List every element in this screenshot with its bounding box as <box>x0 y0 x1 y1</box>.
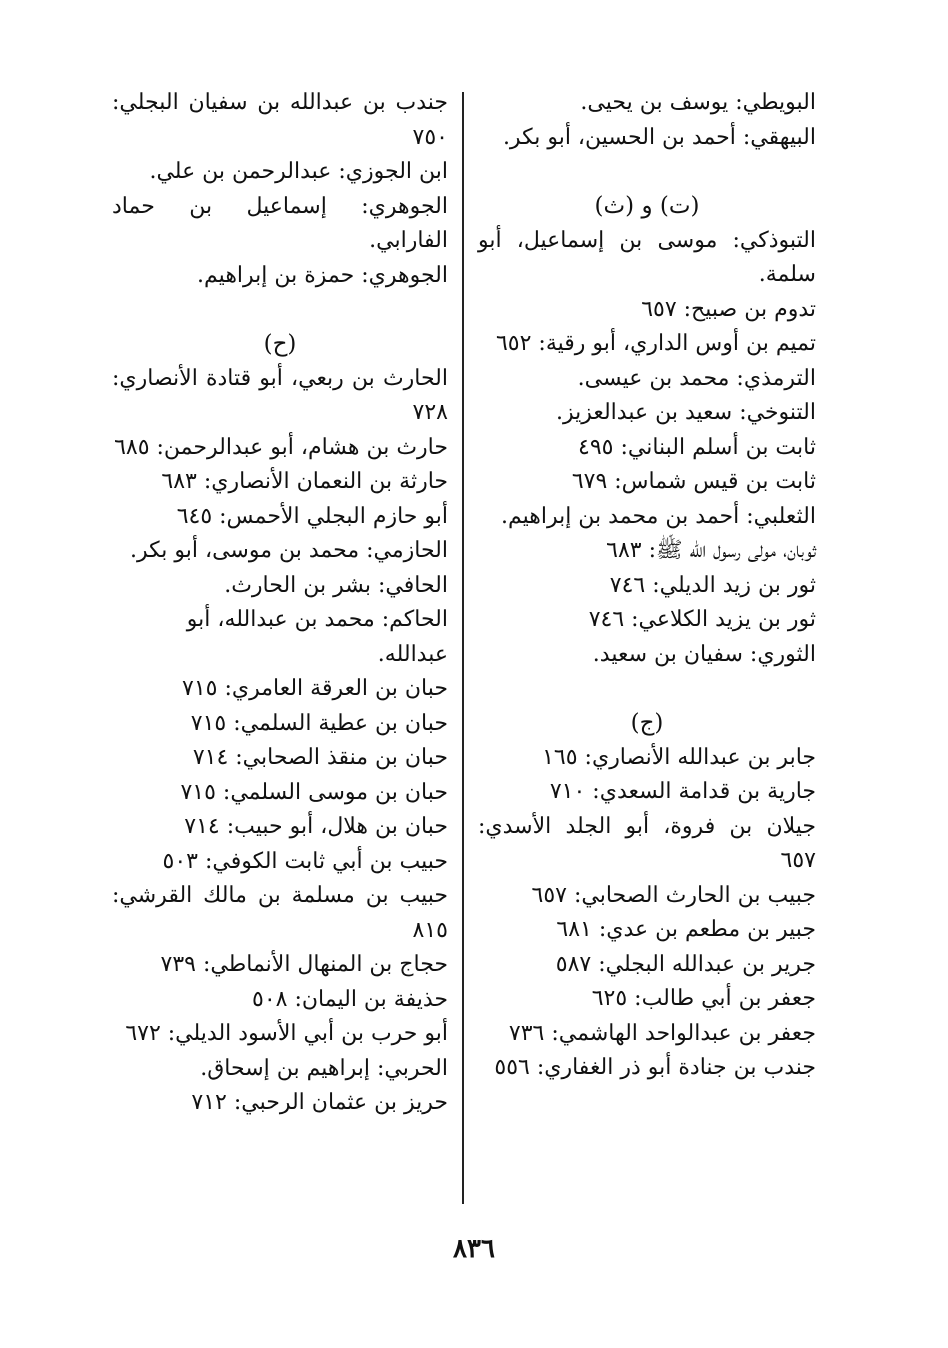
index-entry: ثور بن زيد الديلي: ٧٤٦ <box>609 572 816 598</box>
index-entry: الحاكم: محمد بن عبدالله، أبو عبدالله. <box>186 607 448 667</box>
index-entry: البيهقي: أحمد بن الحسين، أبو بكر. <box>502 124 816 150</box>
index-entry: تميم بن أوس الداري، أبو رقية: ٦٥٢ <box>495 331 816 356</box>
section-gap <box>478 672 816 706</box>
section-gap <box>478 155 816 189</box>
index-entry: جندب بن عبدالله بن سفيان البجلي: ٧٥٠ <box>112 90 448 150</box>
index-entry: حبان بن موسى السلمي: ٧١٥ <box>180 779 448 805</box>
section-gap <box>112 293 448 327</box>
index-entry: ثور بن يزيد الكلاعي: ٧٤٦ <box>588 607 816 632</box>
index-column-right <box>478 86 816 1086</box>
index-entry: حبيب بن مسلمة بن مالك القرشي: ٨١٥ <box>112 883 448 943</box>
index-entry: الحازمي: محمد بن موسى، أبو بكر. <box>130 538 448 563</box>
index-entry: جبير بن مطعم بن عدي: ٦٨١ <box>556 917 816 942</box>
index-entry: جارية بن قدامة السعدي: ٧١٠ <box>549 779 816 804</box>
index-entry: حارثة بن النعمان الأنصاري: ٦٨٣ <box>161 469 448 494</box>
index-entry: حبان بن عطية السلمي: ٧١٥ <box>190 710 448 736</box>
index-entry: التبوذكي: موسى بن إسماعيل، أبو سلمة. <box>478 227 816 287</box>
index-entry: أبو حرب بن أبي الأسود الديلي: ٦٧٢ <box>125 1021 448 1046</box>
index-entry: ثوبان، مولى رسول الله ﷺ: ٦٨٣ <box>606 538 816 563</box>
index-entry: حبان بن منقذ الصحابي: ٧١٤ <box>192 745 448 770</box>
section-heading: (ت) و (ث) <box>594 193 700 219</box>
index-entry: أبو حازم البجلي الأحمس: ٦٤٥ <box>176 503 448 529</box>
index-entry: جعفر بن أبي طالب: ٦٢٥ <box>591 986 816 1011</box>
index-column-left <box>112 86 448 1121</box>
index-entry: التنوخي: سعيد بن عبدالعزيز. <box>555 400 816 425</box>
index-entry: حذيفة بن اليمان: ٥٠٨ <box>252 986 448 1012</box>
page-number: ٨٣٦ <box>453 1234 495 1264</box>
index-entry: جندب بن جنادة أبو ذر الغفاري: ٥٥٦ <box>494 1055 816 1080</box>
index-entry: تدوم بن صبيح: ٦٥٧ <box>641 296 816 322</box>
index-entry: الحارث بن ربعي، أبو قتادة الأنصاري: ٧٢٨ <box>112 365 448 425</box>
index-entry: ابن الجوزي: عبدالرحمن بن علي. <box>149 159 448 184</box>
index-entry: حجاج بن المنهال الأنماطي: ٧٣٩ <box>160 952 448 977</box>
index-entry: حبان بن العرقة العامري: ٧١٥ <box>182 676 448 701</box>
index-entry: الثوري: سفيان بن سعيد. <box>592 641 816 667</box>
index-entry: الحربي: إبراهيم بن إسحاق. <box>200 1055 448 1081</box>
index-entry: الجوهري: إسماعيل بن حماد الفارابي. <box>112 193 448 253</box>
section-heading: (ح) <box>263 331 297 357</box>
index-entry: حريز بن عثمان الرحبي: ٧١٢ <box>191 1090 448 1115</box>
index-entry: جيلان بن فروة، أبو الجلد الأسدي: ٦٥٧ <box>478 813 816 873</box>
index-entry: البويطي: يوسف بن يحيى. <box>580 90 816 115</box>
index-entry: حبان بن هلال، أبو حبيب: ٧١٤ <box>184 814 448 839</box>
column-divider <box>462 92 464 1204</box>
index-entry: الحافي: بشر بن الحارث. <box>224 572 448 598</box>
index-entry: جبيب بن الحارث الصحابي: ٦٥٧ <box>531 882 816 908</box>
section-heading: (ج) <box>630 710 664 736</box>
index-entry: الثعلبي: أحمد بن محمد بن إبراهيم. <box>500 503 816 529</box>
index-entry: الجوهري: حمزة بن إبراهيم. <box>197 262 448 288</box>
index-entry: جرير بن عبدالله البجلي: ٥٨٧ <box>555 951 816 977</box>
index-entry: حارث بن هشام، أبو عبدالرحمن: ٦٨٥ <box>114 434 448 460</box>
index-entry: الترمذي: محمد بن عيسى. <box>577 365 816 391</box>
index-entry: ثابت بن أسلم البناني: ٤٩٥ <box>578 434 816 460</box>
index-entry: جابر بن عبدالله الأنصاري: ١٦٥ <box>542 744 816 770</box>
index-entry: حبيب بن أبي ثابت الكوفي: ٥٠٣ <box>162 848 448 874</box>
index-entry: جعفر بن عبدالواحد الهاشمي: ٧٣٦ <box>508 1020 816 1046</box>
index-entry: ثابت بن قيس شماس: ٦٧٩ <box>571 469 816 494</box>
